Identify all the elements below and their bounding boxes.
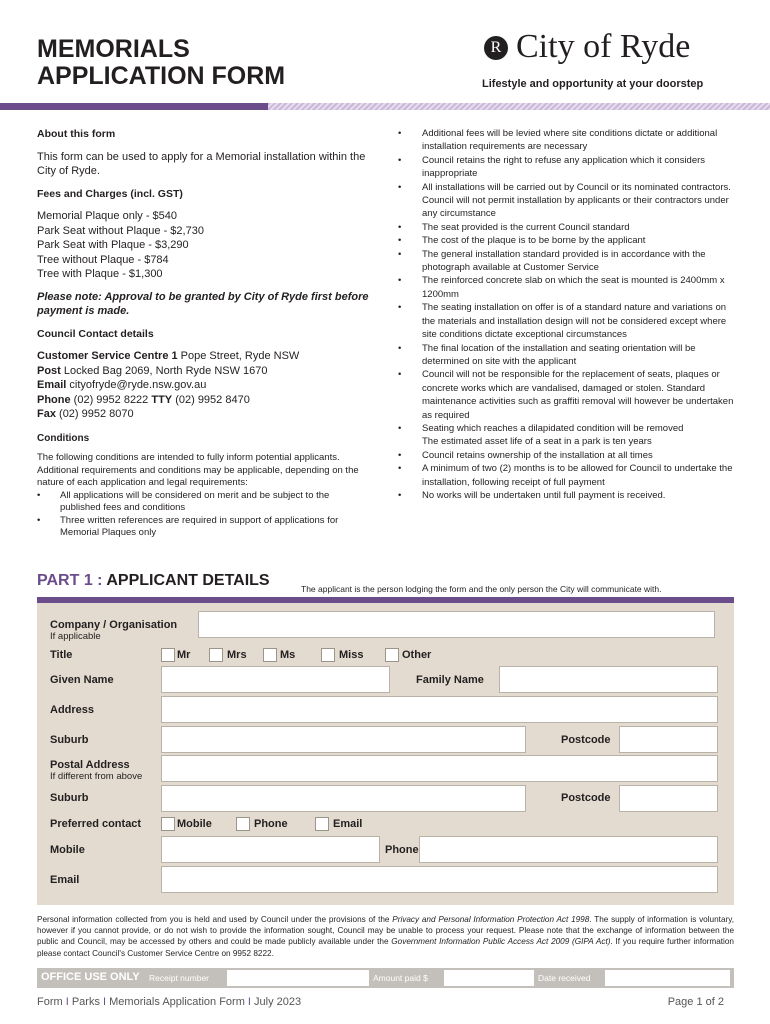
preferred-mobile-label: Mobile [177, 818, 212, 830]
footer [37, 996, 301, 1008]
email-label: Email [50, 874, 80, 886]
condition-item: • Council retains ownership of the installation at all times [398, 449, 738, 462]
title-other-checkbox[interactable] [385, 648, 399, 662]
condition-item: • The general installation standard provided is in accordance with the photograph available at Customer Service [398, 248, 738, 275]
title-mr-checkbox[interactable] [161, 648, 175, 662]
left-column [37, 127, 372, 540]
gipa-act-name: Government Information Public Access Act 2009 (GIPA Act) [391, 937, 611, 947]
family-name-label: Family Name [416, 674, 484, 686]
footer-form: Form [37, 996, 63, 1008]
postal-suburb-label: Suburb [50, 792, 89, 804]
contact-heading: Council Contact details [37, 327, 154, 340]
contact-csc [37, 349, 372, 364]
phone-input[interactable] [419, 836, 718, 863]
receipt-number-label: Receipt number [149, 973, 210, 983]
header-band-pattern [268, 103, 770, 110]
fax-value: (02) 9952 8070 [55, 408, 134, 420]
page-number: Page 1 of 2 [667, 996, 724, 1008]
city-of-ryde-logo [482, 30, 738, 92]
office-use-label: OFFICE USE ONLY [41, 971, 140, 983]
part1-colon: : [92, 572, 107, 589]
tty-label: TTY [151, 393, 173, 406]
fee-item: Park Seat without Plaque - $2,730 [37, 224, 204, 237]
fax-label: Fax [37, 408, 56, 420]
part1-note: The applicant is the person lodging the form and the only person the City will communicate with. [301, 584, 662, 594]
applicant-details-form [37, 603, 734, 905]
logo-mark-icon: R [484, 36, 508, 60]
tty-value: (02) 9952 8470 [172, 393, 250, 406]
title-ms-checkbox[interactable] [263, 648, 277, 662]
postcode-input[interactable] [619, 726, 718, 753]
phone-label: Phone [385, 844, 419, 856]
preferred-email-checkbox[interactable] [315, 817, 329, 831]
receipt-number-input[interactable] [227, 970, 369, 986]
amount-paid-label: Amount paid $ [373, 973, 428, 983]
post-label: Post [37, 364, 61, 377]
date-received-label: Date received [538, 973, 591, 983]
privacy-statement [37, 914, 734, 959]
condition-item: • Additional fees will be levied where site conditions dictate or additional installation requirements are necessary [398, 127, 738, 154]
post-value: Locked Bag 2069, North Ryde NSW 1670 [60, 364, 268, 377]
footer-date: July 2023 [254, 996, 302, 1008]
condition-item: • The reinforced concrete slab on which the seat is mounted is 2400mm x 1200mm [398, 274, 738, 301]
csc-value: Pope Street, Ryde NSW [177, 350, 300, 362]
fee-item: Memorial Plaque only - $540 [37, 210, 178, 222]
title-miss-label: Miss [339, 649, 364, 661]
title-ms-label: Ms [280, 649, 296, 661]
fee-item: Tree with Plaque - $1,300 [37, 268, 163, 280]
postal-address-label: Postal Address [50, 759, 130, 771]
privacy-act-name: Privacy and Personal Information Protection Act 1998 [392, 915, 590, 924]
header-band-solid [0, 103, 268, 110]
condition-item: • All installations will be carried out by Council or its nominated contractors. Council will not permit installation by applicants or their contractors under any circumstance [398, 181, 738, 221]
phone-value: (02) 9952 8222 [70, 393, 152, 406]
suburb-input[interactable] [161, 726, 526, 753]
fees-heading: Fees and Charges (incl. GST) [37, 187, 183, 200]
privacy-text-1: Personal information collected from you is held and used by Council under the provisions of the [37, 915, 393, 924]
postal-address-input[interactable] [161, 755, 718, 782]
condition-item: • The seat provided is the current Council standard [398, 221, 738, 234]
footer-sep: I [62, 996, 72, 1008]
conditions-heading: Conditions [37, 432, 90, 444]
postal-postcode-input[interactable] [619, 785, 718, 812]
given-name-label: Given Name [50, 674, 114, 686]
footer-parks: Parks [71, 996, 100, 1008]
preferred-phone-checkbox[interactable] [236, 817, 250, 831]
address-label: Address [50, 704, 95, 716]
condition-item: • Seating which reaches a dilapidated condition will be removed [398, 422, 738, 435]
footer-doc-name: Memorials Application Form [109, 996, 245, 1008]
title-line-1: MEMORIALS [37, 35, 190, 63]
mobile-label: Mobile [50, 844, 85, 856]
title-other-label: Other [402, 649, 432, 661]
title-mrs-checkbox[interactable] [209, 648, 223, 662]
approval-note: Please note: Approval to be granted by City of Ryde first before payment is made. [37, 290, 369, 317]
condition-item: • The seating installation on offer is of a standard nature and variations on the materials and installation design will not be considered except where site conditions dictate exceptional circumstances [398, 301, 738, 341]
about-text: This form can be used to apply for a Memorial installation within the City of Ryde. [37, 150, 366, 177]
preferred-email-label: Email [333, 818, 363, 830]
conditions-list-left [37, 490, 372, 540]
given-name-input[interactable] [161, 666, 390, 693]
suburb-label: Suburb [50, 734, 89, 746]
condition-item: • A minimum of two (2) months is to be allowed for Council to undertake the installation, following receipt of full payment [398, 462, 738, 489]
title-mr-label: Mr [177, 649, 191, 661]
contact-fax [37, 407, 372, 422]
fee-item: Park Seat with Plaque - $3,290 [37, 239, 189, 251]
part1-number: PART 1 [37, 572, 93, 589]
contact-phone [37, 393, 372, 408]
preferred-mobile-checkbox[interactable] [161, 817, 175, 831]
date-received-input[interactable] [605, 970, 730, 986]
conditions-list-right-b [398, 449, 738, 503]
footer-sep: I [99, 996, 110, 1008]
condition-item: • All applications will be considered on merit and be subject to the published fees and conditions [37, 490, 372, 515]
office-use-strip [37, 968, 734, 988]
tagline: Lifestyle and opportunity at your doorstep [482, 78, 704, 90]
postal-suburb-input[interactable] [161, 785, 526, 812]
privacy-text-3: . If you require further information please contact Council's Customer Service Centre on 9952 8222. [37, 937, 734, 958]
part1-heading: APPLICANT DETAILS [106, 572, 270, 589]
condition-item-asset-life: The estimated asset life of a seat in a park is ten years [422, 436, 652, 448]
postal-postcode-label: Postcode [561, 792, 611, 804]
contact-post [37, 364, 372, 379]
preferred-contact-label: Preferred contact [50, 818, 142, 830]
company-label: Company / Organisation [50, 619, 178, 631]
fees-list [37, 209, 372, 282]
contact-email [37, 378, 372, 393]
email-input[interactable] [161, 866, 718, 893]
conditions-intro: The following conditions are intended to fully inform potential applicants. Additional requirements and conditions may be applicable, depending on the nature of each application and legal requirements: [37, 452, 359, 488]
condition-item: • Three written references are required in support of applications for Memorial Plaques only [37, 515, 372, 540]
right-column [398, 127, 738, 502]
postcode-label: Postcode [561, 734, 611, 746]
condition-item: • The final location of the installation and seating orientation will be determined on site with the applicant [398, 342, 738, 369]
postal-address-sublabel: If different from above [50, 771, 143, 782]
condition-item: • The cost of the plaque is to be borne by the applicant [398, 234, 738, 247]
title-label: Title [50, 649, 73, 661]
contact-details [37, 349, 372, 422]
condition-item: • Council will not be responsible for the replacement of seats, plaques or concrete works which are vandalised, damaged or stolen. Standard maintenance activities such as graffiti removal will however be undertaken as required [398, 368, 738, 422]
title-mrs-label: Mrs [227, 649, 247, 661]
footer-sep: I [244, 996, 255, 1008]
phone-label: Phone [37, 393, 71, 406]
email-label: Email [37, 379, 67, 391]
fee-item: Tree without Plaque - $784 [37, 253, 169, 266]
page-title [37, 36, 285, 90]
preferred-phone-label: Phone [254, 818, 288, 830]
condition-item: • Council retains the right to refuse any application which it considers inappropriate [398, 154, 738, 181]
csc-label: Customer Service Centre 1 [37, 350, 178, 362]
mobile-input[interactable] [161, 836, 380, 863]
company-sublabel: If applicable [50, 631, 101, 642]
part1-title [37, 572, 270, 590]
address-input[interactable] [161, 696, 718, 723]
privacy-text-2: . The supply of information is voluntary, however if you cannot provide, or do not wish to provide the information sought, Council may be unable to process your request. Please note that the exchange of information between the public and Council, may be accessed by others and could be made publicly available under the [37, 915, 734, 947]
condition-item: • No works will be undertaken until full payment is received. [398, 489, 738, 502]
family-name-input[interactable] [499, 666, 718, 693]
title-line-2: APPLICATION FORM [37, 62, 286, 90]
email-value: cityofryde@ryde.nsw.gov.au [66, 379, 207, 391]
conditions-list-right [398, 127, 738, 435]
logo-text: City of Ryde [516, 28, 691, 65]
company-input[interactable] [198, 611, 715, 638]
about-heading: About this form [37, 128, 116, 140]
amount-paid-input[interactable] [444, 970, 534, 986]
title-miss-checkbox[interactable] [321, 648, 335, 662]
